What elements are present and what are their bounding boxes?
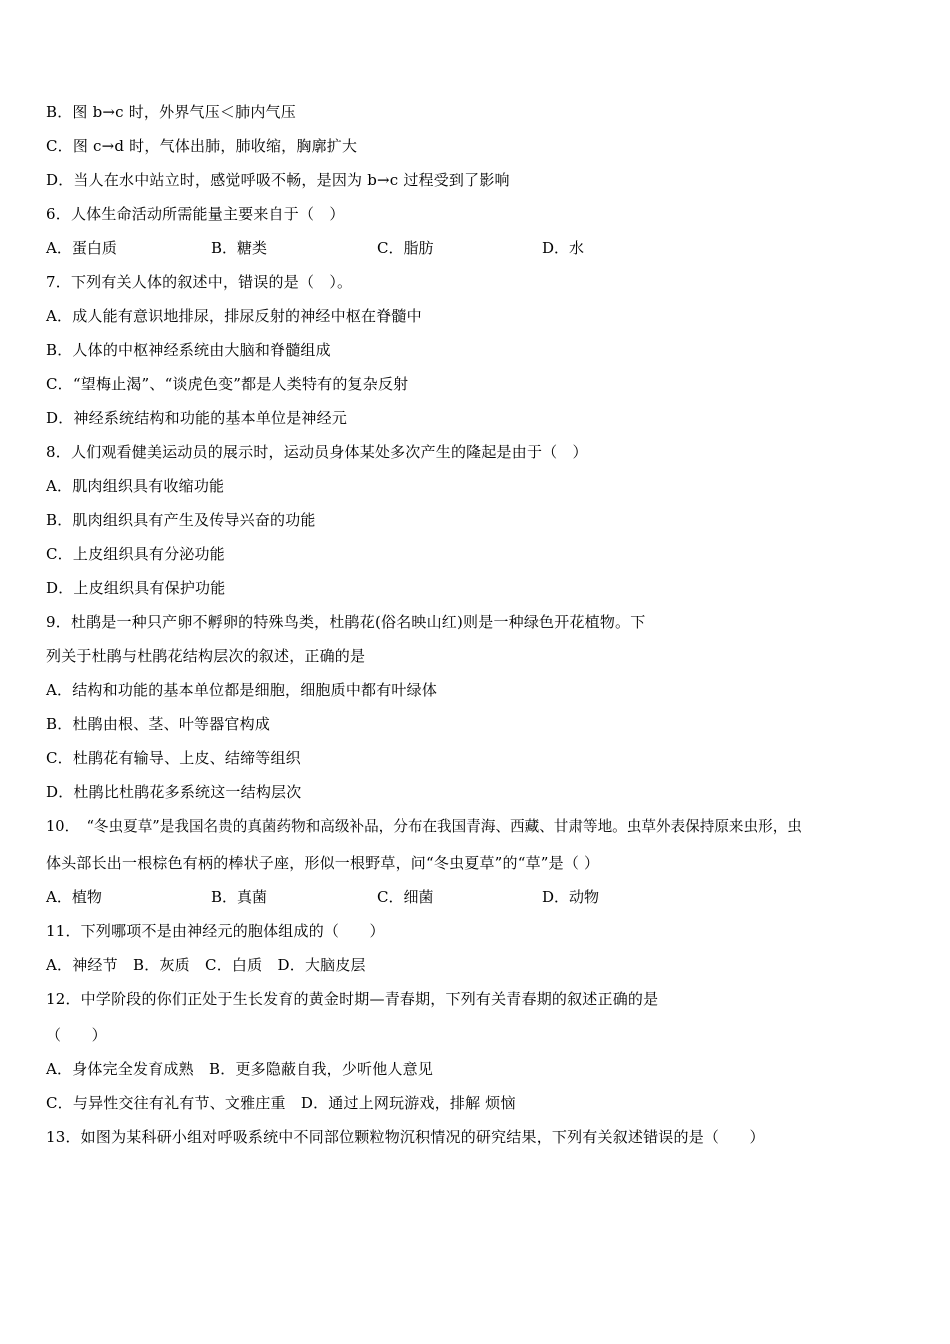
- q7-option-b: B．人体的中枢神经系统由大脑和脊髓组成: [46, 341, 331, 359]
- q7-option-c: C．“望梅止渴”、“谈虎色变”都是人类特有的复杂反射: [46, 375, 409, 393]
- q11-options: A．神经节 B．灰质 C．白质 D．大脑皮层: [46, 956, 366, 974]
- q10-stem-line2: 体头部长出一根棕色有柄的棒状子座，形似一根野草，问“冬虫夏草”的“草”是（ ）: [46, 854, 600, 872]
- q6-option-a: A．蛋白质: [46, 239, 117, 257]
- q9-option-b: B．杜鹃由根、茎、叶等器官构成: [46, 715, 271, 733]
- q12-stem-line1: 12．中学阶段的你们正处于生长发育的黄金时期—青春期，下列有关青春期的叙述正确的是: [46, 990, 659, 1008]
- q5-option-b: B．图 b→c 时，外界气压＜肺内气压: [46, 103, 296, 121]
- q10-option-c: C．细菌: [377, 888, 434, 906]
- q9-option-d: D．杜鹃比杜鹃花多系统这一结构层次: [46, 783, 302, 801]
- q8-stem: 8．人们观看健美运动员的展示时，运动员身体某处多次产生的隆起是由于（ ）: [46, 443, 588, 461]
- q6-option-c: C．脂肪: [377, 239, 434, 257]
- q5-option-c: C．图 c→d 时，气体出肺，肺收缩，胸廓扩大: [46, 137, 358, 155]
- q6-option-d: D．水: [542, 239, 585, 257]
- q7-option-d: D．神经系统结构和功能的基本单位是神经元: [46, 409, 348, 427]
- q8-option-b: B．肌肉组织具有产生及传导兴奋的功能: [46, 511, 316, 529]
- q8-option-c: C．上皮组织具有分泌功能: [46, 545, 225, 563]
- q13-stem: 13．如图为某科研小组对呼吸系统中不同部位颗粒物沉积情况的研究结果，下列有关叙述错误的是（ ）: [46, 1128, 765, 1146]
- q10-option-a: A．植物: [46, 888, 102, 906]
- q9-option-c: C．杜鹃花有输导、上皮、结缔等组织: [46, 749, 301, 767]
- q11-stem: 11．下列哪项不是由神经元的胞体组成的（ ）: [46, 922, 385, 940]
- q10-option-d: D．动物: [542, 888, 600, 906]
- q8-option-d: D．上皮组织具有保护功能: [46, 579, 226, 597]
- q12-options-line2: C．与异性交往有礼有节、文雅庄重 D．通过上网玩游戏，排解 烦恼: [46, 1094, 516, 1112]
- q9-stem-line2: 列关于杜鹃与杜鹃花结构层次的叙述，正确的是: [46, 647, 366, 665]
- q12-stem-line2: （ ）: [46, 1026, 107, 1044]
- q6-option-b: B．糖类: [211, 239, 268, 257]
- q6-stem: 6．人体生命活动所需能量主要来自于（ ）: [46, 205, 345, 223]
- q10-stem-line1: 10． “冬虫夏草”是我国名贵的真菌药物和高级补品，分布在我国青海、西藏、甘肃等地。虫草外表保持原来虫形，虫: [46, 818, 802, 835]
- q9-stem-line1: 9．杜鹃是一种只产卵不孵卵的特殊鸟类，杜鹃花(俗名映山红)则是一种绿色开花植物。下: [46, 613, 646, 631]
- q5-option-d: D．当人在水中站立时，感觉呼吸不畅，是因为 b→c 过程受到了影响: [46, 171, 510, 189]
- q7-option-a: A．成人能有意识地排尿，排尿反射的神经中枢在脊髓中: [46, 307, 422, 325]
- q8-option-a: A．肌肉组织具有收缩功能: [46, 477, 225, 495]
- q12-options-line1: A．身体完全发育成熟 B．更多隐蔽自我，少听他人意见: [46, 1060, 434, 1078]
- q10-option-b: B．真菌: [211, 888, 268, 906]
- q9-option-a: A．结构和功能的基本单位都是细胞，细胞质中都有叶绿体: [46, 681, 438, 699]
- q7-stem: 7．下列有关人体的叙述中，错误的是（ ）。: [46, 273, 353, 291]
